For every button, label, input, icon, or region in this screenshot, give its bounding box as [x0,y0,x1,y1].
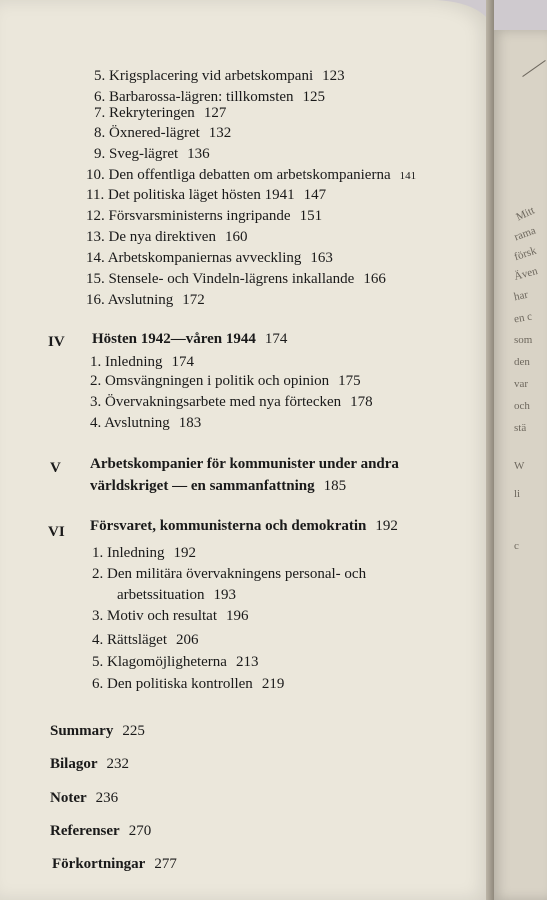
chapter-number: IV [48,334,65,350]
toc-entry: 4. Avslutning 183 [90,415,202,431]
facing-page-fragment: och [514,400,530,412]
toc-entry: 5. Krigsplacering vid arbetskompani 123 [94,68,345,84]
toc-entry: 11. Det politiska läget hösten 1941 147 [86,187,327,203]
facing-page-fragment: Mitt [514,204,537,224]
chapter-number: V [50,460,61,476]
toc-entry: 1. Inledning 192 [92,545,196,561]
toc-entry: 7. Rekryteringen 127 [94,105,227,121]
toc-entry: 4. Rättsläget 206 [92,632,199,648]
toc-entry: 9. Sveg-lägret 136 [94,146,210,162]
toc-entry: 5. Klagomöjligheterna 213 [92,654,259,670]
toc-entry: 8. Öxnered-lägret 132 [94,125,232,141]
book-gutter [486,0,494,900]
toc-entry: 16. Avslutning 172 [86,292,205,308]
toc-entry: 3. Övervakningsarbete med nya förtecken 178 [90,394,373,410]
facing-page-fragment: den [514,356,530,368]
facing-page-fragment: var [514,378,529,390]
toc-entry: 15. Stensele- och Vindeln-lägrens inkallande 166 [86,271,386,287]
back-matter-forkortningar: Förkortningar 277 [52,856,177,872]
facing-page-fragment: har [512,288,530,304]
toc-entry: 12. Försvarsministerns ingripande 151 [86,208,323,224]
facing-page-fragment: en c [513,310,533,326]
chapter-heading: Försvaret, kommunisterna och demokratin 192 [90,518,398,534]
toc-entry: 6. Barbarossa-lägren: tillkomsten 125 [94,89,326,105]
facing-page-fragment: c [514,540,519,552]
facing-page-fragment: li [514,488,521,500]
facing-page-fragment: rama [512,224,538,244]
facing-page-fragment: försk [512,244,538,264]
toc-entry: 14. Arbetskompaniernas avveckling 163 [86,250,333,266]
facing-page-fragment: Även [512,265,539,283]
facing-page-fragment: W [514,460,525,472]
back-matter-noter: Noter 236 [50,790,119,806]
toc-entry: 2. Den militära övervakningens personal- och [92,566,367,582]
facing-page-fragment: som [514,334,533,346]
chapter-number: VI [48,524,65,540]
chapter-heading: Hösten 1942—våren 1944 174 [92,331,288,347]
back-matter-referenser: Referenser 270 [50,823,152,839]
chapter-heading: Arbetskompanier för kommunister under andra [90,456,399,472]
back-matter-summary: Summary 225 [50,723,145,739]
toc-entry: 2. Omsvängningen i politik och opinion 175 [90,373,361,389]
back-matter-bilagor: Bilagor 232 [50,756,129,772]
toc-entry: 1. Inledning 174 [90,354,194,370]
toc-entry: 13. De nya direktiven 160 [86,229,248,245]
toc-entry: 6. Den politiska kontrollen 219 [92,676,285,692]
toc-entry-line2: arbetssituation 193 [117,587,236,603]
toc-entry: 3. Motiv och resultat 196 [92,608,249,624]
facing-page-fragment: stä [514,422,527,434]
chapter-heading-line2: världskriget — en sammanfattning 185 [90,478,347,494]
toc-entry: 10. Den offentliga debatten om arbetskompanierna 141 [86,167,417,183]
